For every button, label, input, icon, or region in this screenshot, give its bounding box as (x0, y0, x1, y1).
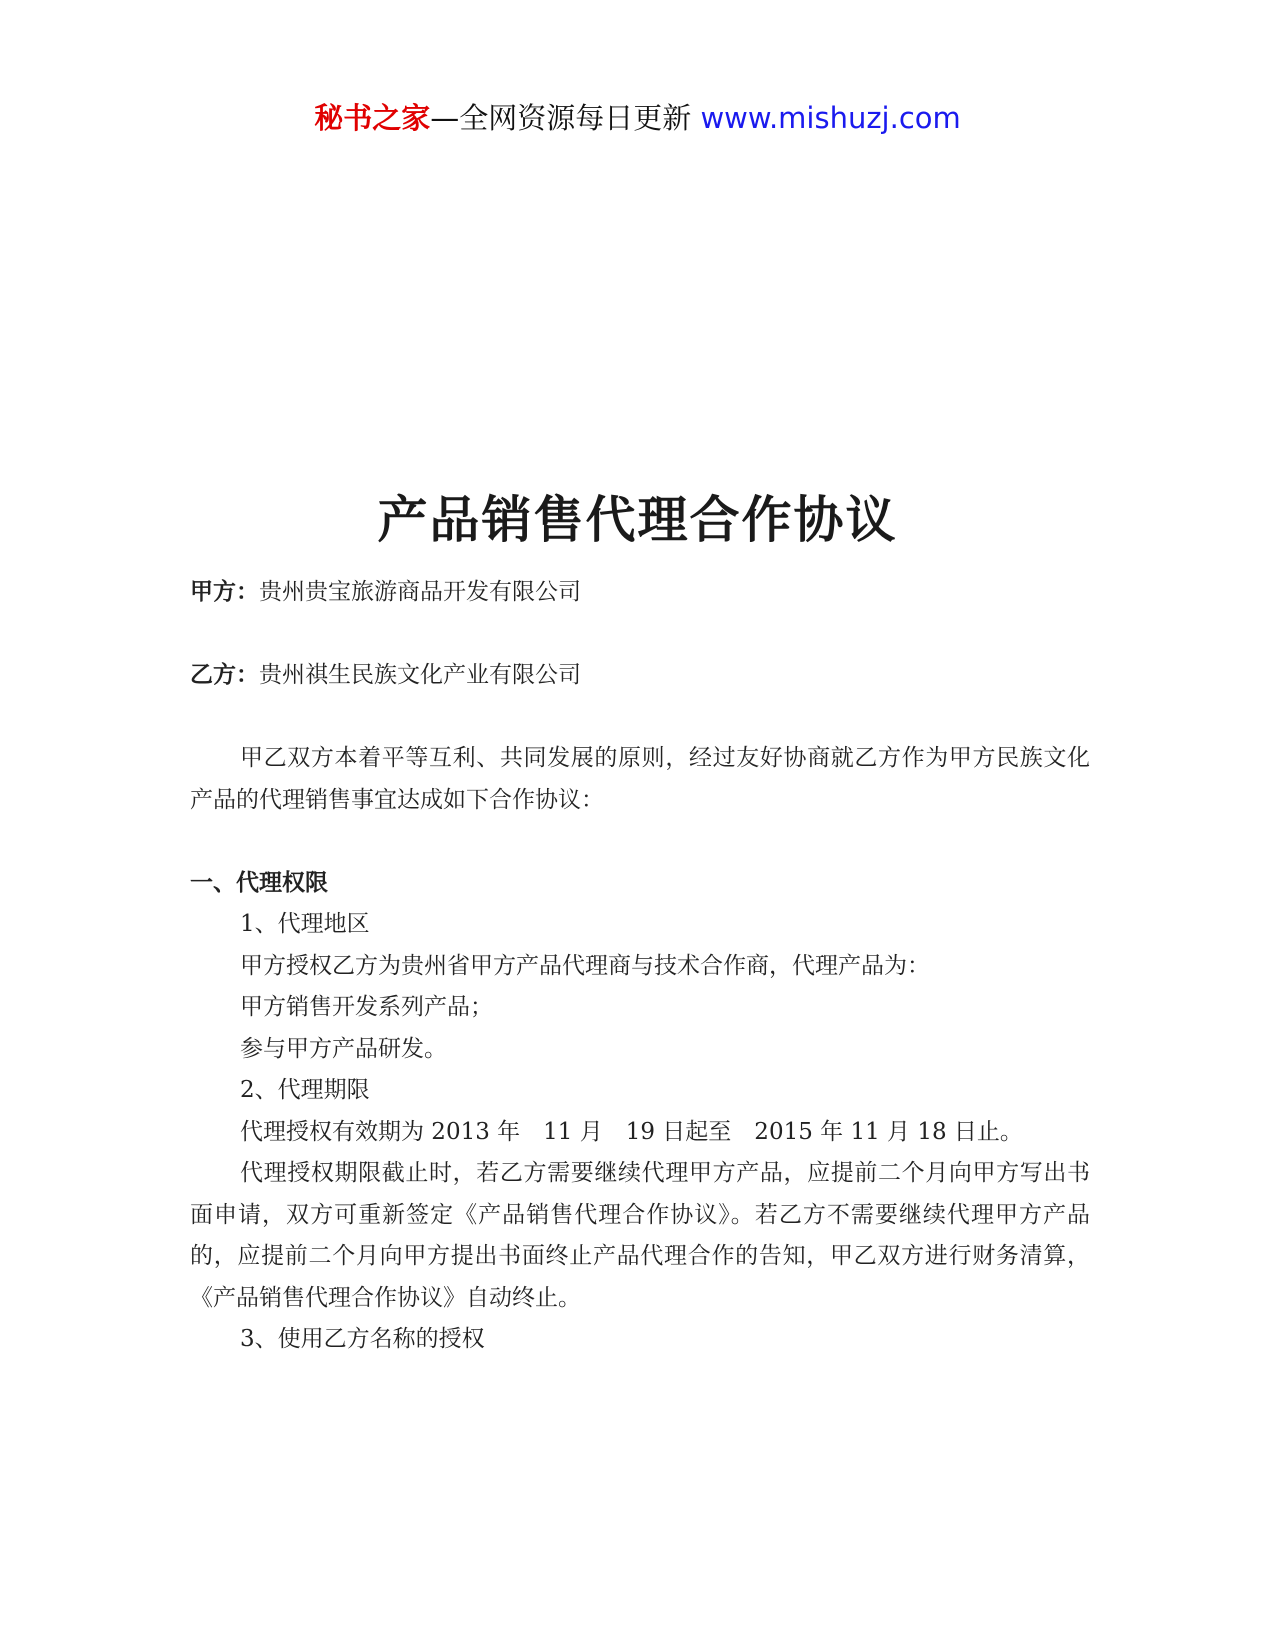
document-body (190, 572, 1090, 1361)
party-a-label: 甲方： (190, 579, 259, 605)
intro-paragraph: 甲乙双方本着平等互利、共同发展的原则，经过友好协商就乙方作为甲方民族文化产品的代理销售事宜达成如下合作协议： (190, 745, 1090, 813)
clause-text: 参与甲方产品研发。 (240, 1035, 447, 1062)
clause-title: 1、代理地区 (240, 911, 370, 937)
party-b-name: 贵州祺生民族文化产业有限公司 (259, 662, 581, 688)
clause-title: 2、代理期限 (240, 1077, 370, 1103)
site-tagline: —全网资源每日更新 (430, 101, 692, 135)
clause-title: 3、使用乙方名称的授权 (240, 1326, 485, 1352)
party-b-label: 乙方： (190, 662, 259, 688)
site-header (0, 98, 1275, 138)
party-a-name: 贵州贵宝旅游商品开发有限公司 (259, 579, 581, 605)
site-brand: 秘书之家 (314, 101, 431, 135)
clause-text: 甲方授权乙方为贵州省甲方产品代理商与技术合作商，代理产品为： (240, 952, 930, 979)
section-heading: 一、代理权限 (190, 869, 328, 896)
clause-text: 代理授权有效期为 2013 年 11 月 19 日起至 2015 年 11 月 18 日止。 (240, 1118, 1023, 1145)
clause-text: 代理授权期限截止时，若乙方需要继续代理甲方产品，应提前二个月向甲方写出书面申请，双方可重新签定《产品销售代理合作协议》。若乙方不需要继续代理甲方产品的，应提前二个月向甲方提出书面终止产品代理合作的告知，甲乙双方进行财务清算，《产品销售代理合作协议》自动终止。 (190, 1160, 1090, 1311)
party-b (190, 655, 1090, 697)
site-url-link[interactable]: www.mishuzj.com (700, 101, 961, 135)
party-a (190, 572, 1090, 614)
document-title: 产品销售代理合作协议 (377, 490, 898, 549)
clause-text: 甲方销售开发系列产品； (240, 994, 493, 1020)
